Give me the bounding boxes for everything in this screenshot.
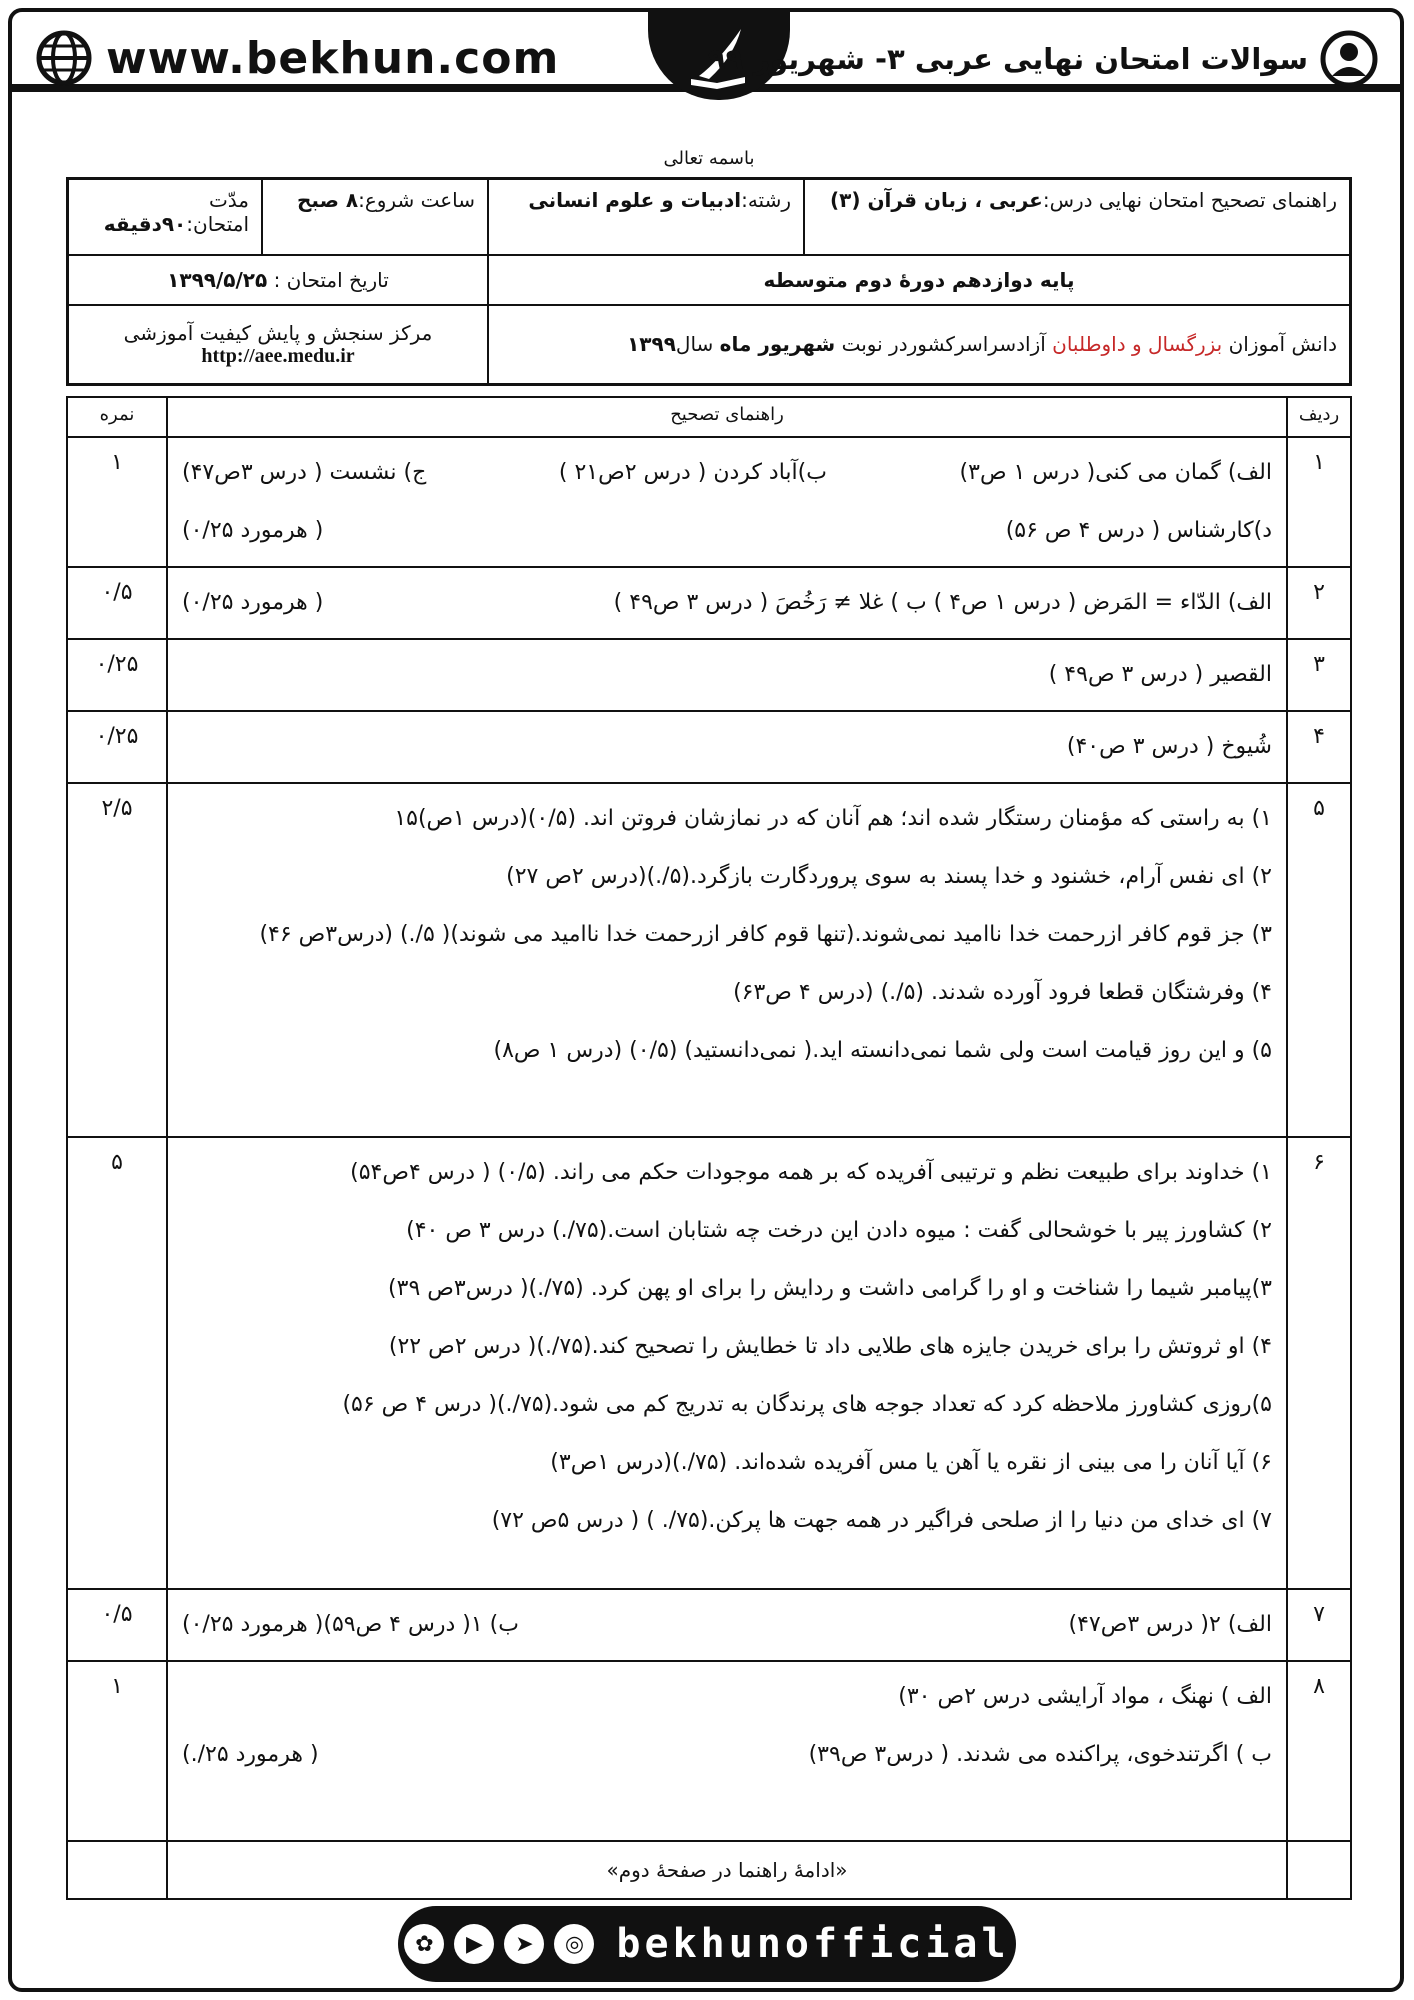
date-cell: تاریخ امتحان : ۱۳۹۹/۵/۲۵ xyxy=(68,255,489,305)
row-answer xyxy=(167,1137,1287,1589)
globe-icon xyxy=(36,30,92,86)
answer-segment: ۶) آیا آنان را می بینی از نقره یا آهن یا مس آفریده شده‌اند. (۷۵/.)(درس ۱ص۳) xyxy=(550,1450,1272,1475)
answer-segment: الف) الدّاء = المَرض ( درس ۱ ص۴ ) ب ) غلا ≠ رَخُصَ ( درس ۳ ص۴۹ ) xyxy=(613,590,1272,615)
table-row xyxy=(67,1137,1351,1589)
row-number: ۴ xyxy=(1287,711,1351,783)
row-answer xyxy=(167,711,1287,783)
row-answer xyxy=(167,783,1287,1137)
answer-segment: الف ) نهنگ ، مواد آرایشی درس ۲ص ۳۰) xyxy=(898,1684,1272,1709)
table-row xyxy=(67,783,1351,1137)
answer-line xyxy=(182,718,1272,776)
row-score: ۱ xyxy=(67,1661,167,1841)
site-url: www.bekhun.com xyxy=(106,32,560,84)
start-time: ۸ صبح xyxy=(297,188,359,212)
answer-segment: ۳) جز قوم کافر ازرحمت خدا ناامید نمی‌شوند.(تنها قوم کافر ازرحمت خدا ناامید می شوند)( ۵/.) (درس۳ص ۴۶) xyxy=(259,922,1272,947)
row-score: ۱ xyxy=(67,437,167,567)
social-footer xyxy=(398,1906,1016,1982)
answer-line xyxy=(182,1726,1272,1784)
row-score: ۰/۵ xyxy=(67,1589,167,1661)
exam-date: ۱۳۹۹/۵/۲۵ xyxy=(167,267,268,292)
answer-segment: شُیوخ ( درس ۳ ص۴۰) xyxy=(1066,734,1272,759)
answer-segment: ب) ۱( درس ۴ ص۵۹)( هرمورد ۰/۲۵) xyxy=(182,1612,519,1637)
row-number: ۳ xyxy=(1287,639,1351,711)
course-cell: راهنمای تصحیح امتحان نهایی درس:عربی ، زبان قرآن (۳) xyxy=(804,179,1351,255)
exam-info-table xyxy=(66,177,1352,386)
table-row xyxy=(67,437,1351,567)
answer-line xyxy=(182,1202,1272,1260)
row-number: ۸ xyxy=(1287,1661,1351,1841)
duration: ۹۰دقیقه xyxy=(103,212,187,236)
answer-line xyxy=(182,1376,1272,1434)
row-number: ۱ xyxy=(1287,437,1351,567)
duration-cell: مدّت امتحان:۹۰دقیقه xyxy=(68,179,263,255)
grade-cell: پایه دوازدهم دورهٔ دوم متوسطه xyxy=(488,255,1351,305)
aparat-icon[interactable]: ✿ xyxy=(404,1924,444,1964)
bismillah: باسمه تعالی xyxy=(663,148,755,169)
exam-title: سوالات امتحان نهایی عربی ۳- شهریور ۹۹ xyxy=(707,42,1308,76)
answer-segment: ۵)روزی کشاورز ملاحظه کرد که تعداد جوجه های پرندگان به تدریج کم می شود.(۷۵/.)( درس ۴ ص ۵۶) xyxy=(342,1392,1272,1417)
col-score-header: نمره xyxy=(67,397,167,437)
center-name: مرکز سنجش و پایش کیفیت آموزشی xyxy=(123,320,433,345)
answer-line xyxy=(182,1144,1272,1202)
answer-line xyxy=(182,790,1272,848)
answer-segment: ۴) وفرشتگان قطعا فرود آورده شدند. (۵/.) (درس ۴ ص۶۳) xyxy=(733,980,1272,1005)
row-answer xyxy=(167,437,1287,567)
row-answer xyxy=(167,639,1287,711)
answer-segment: ۱) خداوند برای طبیعت نظم و ترتیبی آفریده که بر همه موجودات حکم می راند. (۰/۵) ( درس ۴ص۵۴) xyxy=(350,1160,1272,1185)
answer-key-document xyxy=(66,148,1352,1900)
answer-segment: د)کارشناس ( درس ۴ ص ۵۶) xyxy=(1005,518,1272,543)
answer-segment: ۷) ای خدای من دنیا را از صلحی فراگیر در همه جهت ها پرکن.(۷۵/. ) ( درس ۵ص ۷۲) xyxy=(491,1508,1272,1533)
youtube-icon[interactable]: ▶ xyxy=(454,1924,494,1964)
row-number: ۶ xyxy=(1287,1137,1351,1589)
answer-segment: ب)آباد کردن ( درس ۲ص۲۱ ) xyxy=(558,460,827,485)
user-icon xyxy=(1320,30,1378,88)
answer-line xyxy=(182,646,1272,704)
answer-segment: ۵) و این روز قیامت است ولی شما نمی‌دانسته اید.( نمی‌دانستید) (۰/۵) (درس ۱ ص۸) xyxy=(493,1038,1272,1063)
course-name: عربی ، زبان قرآن (۳) xyxy=(829,188,1043,212)
answer-line xyxy=(182,1492,1272,1550)
answer-line xyxy=(182,848,1272,906)
table-row xyxy=(67,639,1351,711)
row-score: ۲/۵ xyxy=(67,783,167,1137)
answer-segment: ( هرمورد ۰/۲۵) xyxy=(182,518,324,543)
continuation-note: «ادامهٔ راهنما در صفحهٔ دوم» xyxy=(167,1841,1287,1899)
answer-segment: القصیر ( درس ۳ ص۴۹ ) xyxy=(1048,662,1272,687)
site-link[interactable] xyxy=(36,30,559,86)
exam-title-box xyxy=(708,30,1378,88)
answer-line xyxy=(182,964,1272,1022)
answer-line xyxy=(182,1260,1272,1318)
field-cell: رشته:ادبیات و علوم انسانی xyxy=(488,179,804,255)
answer-segment: ۴) او ثروتش را برای خریدن جایزه های طلایی داد تا خطایش را تصحیح کند.(۷۵/.)( درس ۲ص ۲۲) xyxy=(388,1334,1272,1359)
table-row xyxy=(67,1661,1351,1841)
row-answer xyxy=(167,1661,1287,1841)
start-cell: ساعت شروع:۸ صبح xyxy=(262,179,488,255)
answer-segment: الف) گمان می کنی( درس ۱ ص۳) xyxy=(959,460,1272,485)
table-row xyxy=(67,567,1351,639)
row-number: ۷ xyxy=(1287,1589,1351,1661)
row-answer xyxy=(167,567,1287,639)
answer-segment: الف) ۲( درس ۳ص۴۷) xyxy=(1068,1612,1272,1637)
students-cell: دانش آموزان بزرگسال و داوطلبان آزادسراسرکشوردر نوبت شهریور ماه سال۱۳۹۹ xyxy=(488,305,1351,385)
answer-line xyxy=(182,574,1272,632)
answer-segment: ( هرمورد ۰/۲۵) xyxy=(182,590,324,615)
row-score: ۰/۲۵ xyxy=(67,639,167,711)
answer-line xyxy=(182,906,1272,964)
students-highlight: بزرگسال و داوطلبان xyxy=(1052,332,1223,357)
answer-line xyxy=(182,1022,1272,1080)
row-answer xyxy=(167,1589,1287,1661)
exam-year: ۱۳۹۹ xyxy=(627,332,676,357)
answer-segment: ۲) ای نفس آرام، خشنود و خدا پسند به سوی پروردگارت بازگرد.(۵/.)(درس ۲ص ۲۷) xyxy=(506,864,1272,889)
social-handle[interactable]: bekhunofficial xyxy=(616,1921,1010,1967)
center-url[interactable]: http://aee.medu.ir xyxy=(201,344,355,367)
answer-line xyxy=(182,1318,1272,1376)
grading-table xyxy=(66,396,1352,1900)
answer-line xyxy=(182,502,1272,560)
top-bar xyxy=(12,12,1402,92)
row-score: ۰/۵ xyxy=(67,567,167,639)
answer-segment: ۳)پیامبر شیما را شناخت و او را گرامی داشت و ردایش را برای او پهن کرد. (۷۵/.)( درس۳ص ۳۹) xyxy=(388,1276,1272,1301)
row-score: ۰/۲۵ xyxy=(67,711,167,783)
table-row xyxy=(67,711,1351,783)
answer-segment: ۲) کشاورز پیر با خوشحالی گفت : میوه دادن این درخت چه شتابان است.(۷۵/.) درس ۳ ص ۴۰) xyxy=(406,1218,1272,1243)
answer-line xyxy=(182,1434,1272,1492)
col-row-header: ردیف xyxy=(1287,397,1351,437)
grading-rows xyxy=(67,437,1351,1841)
field-name: ادبیات و علوم انسانی xyxy=(528,188,742,212)
center-cell xyxy=(68,305,489,385)
col-guide-header: راهنمای تصحیح xyxy=(167,397,1287,437)
row-score: ۵ xyxy=(67,1137,167,1589)
table-row xyxy=(67,1589,1351,1661)
answer-line xyxy=(182,444,1272,502)
answer-segment: ( هرمورد ۲۵/.) xyxy=(182,1742,319,1767)
answer-segment: ج) نشست ( درس ۳ص۴۷) xyxy=(182,460,427,485)
row-number: ۲ xyxy=(1287,567,1351,639)
answer-line xyxy=(182,1668,1272,1726)
answer-line xyxy=(182,1596,1272,1654)
answer-segment: ۱) به راستی که مؤمنان رستگار شده اند؛ هم آنان که در نمازشان فروتن اند. (۰/۵)(درس ۱ص)۱۵ xyxy=(394,806,1272,831)
telegram-icon[interactable]: ➤ xyxy=(504,1924,544,1964)
row-number: ۵ xyxy=(1287,783,1351,1137)
answer-segment: ب ) اگرتندخوی، پراکنده می شدند. ( درس۳ ص۳۹) xyxy=(808,1742,1272,1767)
instagram-icon[interactable]: ◎ xyxy=(554,1924,594,1964)
exam-month: شهریور ماه xyxy=(719,332,836,357)
